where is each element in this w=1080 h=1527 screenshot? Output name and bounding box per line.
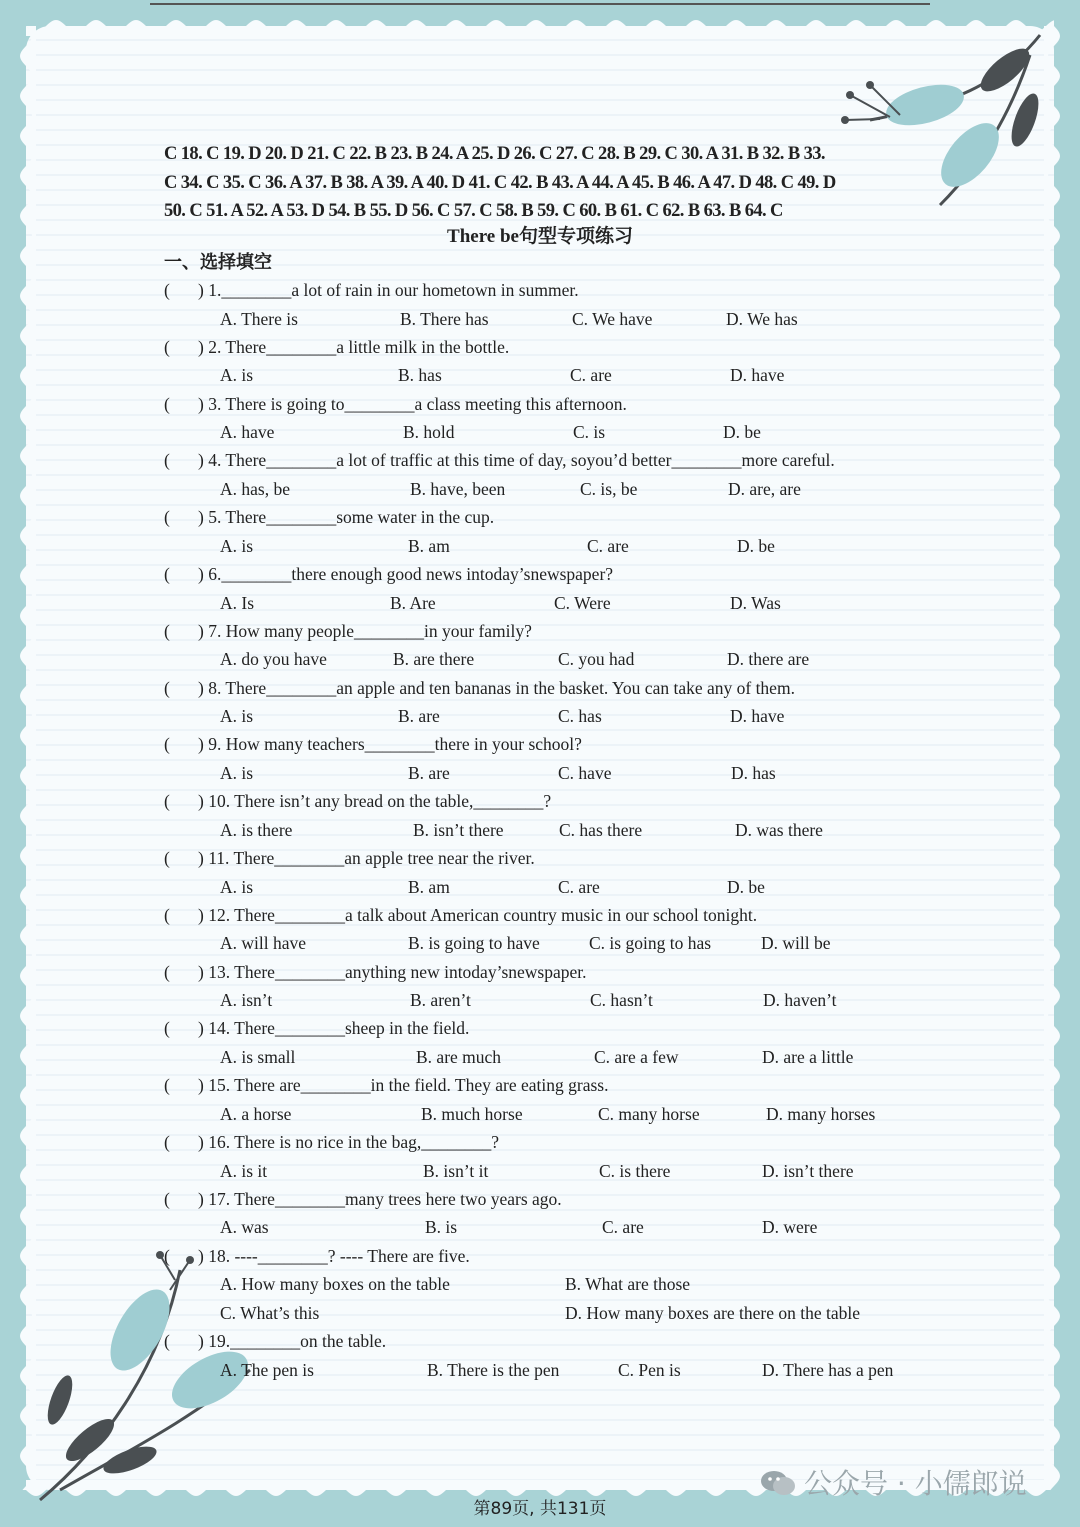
option-a: A. Is [220,592,255,613]
option-a: A. isn’t [220,990,273,1011]
option-d: D. isn’t there [762,1160,854,1181]
option-c: C. Were [554,592,611,613]
question-stem [164,678,795,699]
question-text: ) 2. There________a little milk in the bottle. [198,336,510,357]
option-b: B. isn’t it [423,1160,489,1181]
option-a: A. The pen is [220,1359,314,1380]
option-b: B. What are those [565,1274,691,1295]
option-d: D. How many boxes are there on the table [565,1302,860,1323]
answer-key [164,140,944,226]
question-stem [164,848,535,869]
question-stem [164,337,509,358]
option-d: D. many horses [766,1103,876,1124]
question-text: ) 16. There is no rice in the bag,________? [198,1132,499,1152]
answer-paren: ( [164,564,170,584]
question-stem [164,1075,608,1096]
option-a: A. There is [220,308,298,329]
answer-paren: ( [164,1245,170,1266]
option-a: A. have [220,422,275,443]
question-stem [164,564,613,585]
question-text: ) 11. There________an apple tree near the river. [198,848,535,868]
option-a: A. How many boxes on the table [220,1274,450,1295]
option-b: B. are there [393,649,475,670]
question-text: ) 8. There________an apple and ten bananas in the basket. You can take any of them. [198,677,795,698]
option-d: D. be [737,535,775,556]
option-a: A. is [220,706,254,727]
option-a: A. was [220,1217,269,1238]
option-c: C. is there [599,1160,671,1181]
option-d: D. has [731,762,776,783]
option-d: D. will be [761,933,831,954]
answer-paren: ( [164,961,170,982]
option-d: D. have [730,706,785,727]
option-d: D. haven’t [763,990,837,1011]
option-a: A. is [220,535,254,556]
option-b: B. Are [390,592,436,613]
option-a: A. will have [220,933,307,954]
question-text: ) 17. There________many trees here two years ago. [198,1188,562,1209]
section-title: There be句型专项练习 [447,226,633,247]
option-b: B. are [398,706,440,727]
option-d: D. was there [735,819,823,840]
option-b: B. has [398,365,442,386]
answer-paren: ( [164,336,170,357]
option-a: A. is [220,762,254,783]
option-d: D. are, are [728,478,801,499]
option-c: C. is going to has [589,933,712,954]
option-b: B. hold [403,422,455,443]
answer-paren: ( [164,848,170,868]
option-c: C. you had [558,649,635,670]
option-c: C. are [570,365,612,386]
option-b: B. is going to have [408,933,540,954]
answer-paren: ( [164,393,170,414]
option-b: B. are much [416,1046,502,1067]
option-d: D. be [723,422,761,443]
answer-line: 50. C 51. A 52. A 53. D 54. B 55. D 56. C 57. C 58. B 59. C 60. B 61. C 62. B 63. B 64. C [164,201,783,221]
answer-paren: ( [164,904,170,925]
option-a: A. is there [220,819,293,840]
option-b: B. is [425,1217,458,1238]
option-c: C. has there [559,819,643,840]
question-stem [164,734,582,755]
question-text: ) 12. There________a talk about American country music in our school tonight. [198,904,758,925]
option-b: B. are [408,762,450,783]
option-c: C. is, be [580,478,638,499]
option-b: B. There is the pen [427,1359,560,1380]
option-c: C. are [558,876,600,897]
question-stem [164,905,757,926]
option-b: B. have, been [410,478,506,499]
question-stem [164,507,494,528]
question-stem [164,1132,499,1153]
answer-line: C 34. C 35. C 36. A 37. B 38. A 39. A 40. D 41. C 42. B 43. A 44. A 45. B 46. A 47. D 48. C 49. D [164,172,836,193]
option-d: D. We has [726,308,798,329]
question-text: ) 7. How many people________in your family? [198,620,532,641]
option-d: D. are a little [762,1046,854,1067]
question-text: ) 15. There are________in the field. They are eating grass. [198,1075,609,1096]
option-b: B. There has [400,308,489,329]
question-stem [164,1331,386,1352]
question-text: ) 19.________on the table. [198,1331,387,1352]
option-c: C. are a few [594,1046,679,1067]
option-c: C. is [573,422,606,443]
option-a: A. a horse [220,1103,292,1124]
answer-paren: ( [164,791,170,812]
question-text: ) 9. How many teachers________there in your school? [198,734,582,755]
option-d: D. Was [730,592,781,613]
option-b: B. am [408,876,450,897]
option-c: C. are [587,535,629,556]
question-text: ) 13. There________anything new intoday’snewspaper. [198,961,587,982]
question-text: ) 5. There________some water in the cup. [198,507,495,528]
part-heading: 一、选择填空 [164,252,272,273]
question-text: ) 18. ----________? ---- There are five. [198,1245,470,1266]
option-a: A. is small [220,1046,296,1067]
top-rule [150,3,930,5]
option-d: D. there are [727,649,810,670]
question-stem [164,621,532,642]
answer-paren: ( [164,1331,170,1352]
option-c: C. We have [572,308,653,329]
answer-paren: ( [164,450,170,471]
answer-paren: ( [164,280,170,300]
answer-paren: ( [164,1132,170,1152]
question-text: ) 6.________there enough good news intoday’snewspaper? [198,564,614,584]
option-b: B. am [408,535,450,556]
answer-paren: ( [164,507,170,528]
question-text: ) 3. There is going to________a class meeting this afternoon. [198,393,627,414]
question-text: ) 4. There________a lot of traffic at this time of day, soyou’d better________more careful. [198,450,835,471]
question-stem [164,280,579,301]
option-c: C. Pen is [618,1359,681,1380]
option-d: D. have [730,365,785,386]
option-c: C. many horse [598,1103,700,1124]
option-a: A. has, be [220,478,290,499]
answer-paren: ( [164,677,170,698]
answer-paren: ( [164,734,170,755]
option-c: C. hasn’t [590,990,653,1011]
question-text: ) 1.________a lot of rain in our hometown in summer. [198,280,579,300]
question-stem [164,1018,469,1039]
option-c: C. are [602,1217,644,1238]
option-c: C. have [558,762,612,783]
question-stem [164,394,627,415]
option-b: B. aren’t [410,990,471,1011]
answer-paren: ( [164,1075,170,1096]
watermark [760,1462,1027,1502]
option-a: A. is [220,365,254,386]
question-stem [164,962,587,983]
option-c: C. What’s this [220,1302,320,1323]
page-number: 第89页, 共131页 [473,1499,607,1519]
option-a: A. is [220,876,254,897]
question-stem [164,450,835,471]
option-b: B. much horse [421,1103,523,1124]
answer-paren: ( [164,1018,170,1039]
question-stem [164,791,551,812]
option-d: D. There has a pen [762,1359,894,1380]
option-a: A. is it [220,1160,268,1181]
question-text: ) 14. There________sheep in the field. [198,1018,470,1039]
question-stem [164,1189,562,1210]
question-stem [164,1246,470,1267]
answer-line: C 18. C 19. D 20. D 21. C 22. B 23. B 24. A 25. D 26. C 27. C 28. B 29. C 30. A 31. B 32. B 33. [164,144,825,164]
option-a: A. do you have [220,649,327,670]
answer-paren: ( [164,620,170,641]
option-d: D. were [762,1217,818,1238]
option-b: B. isn’t there [413,819,504,840]
option-d: D. be [727,876,765,897]
watermark-text: 公众号 · 小儒郎说 [804,1467,1027,1500]
answer-paren: ( [164,1188,170,1209]
option-c: C. has [558,706,602,727]
wechat-icon [760,1469,796,1497]
question-text: ) 10. There isn’t any bread on the table,________? [198,791,552,812]
